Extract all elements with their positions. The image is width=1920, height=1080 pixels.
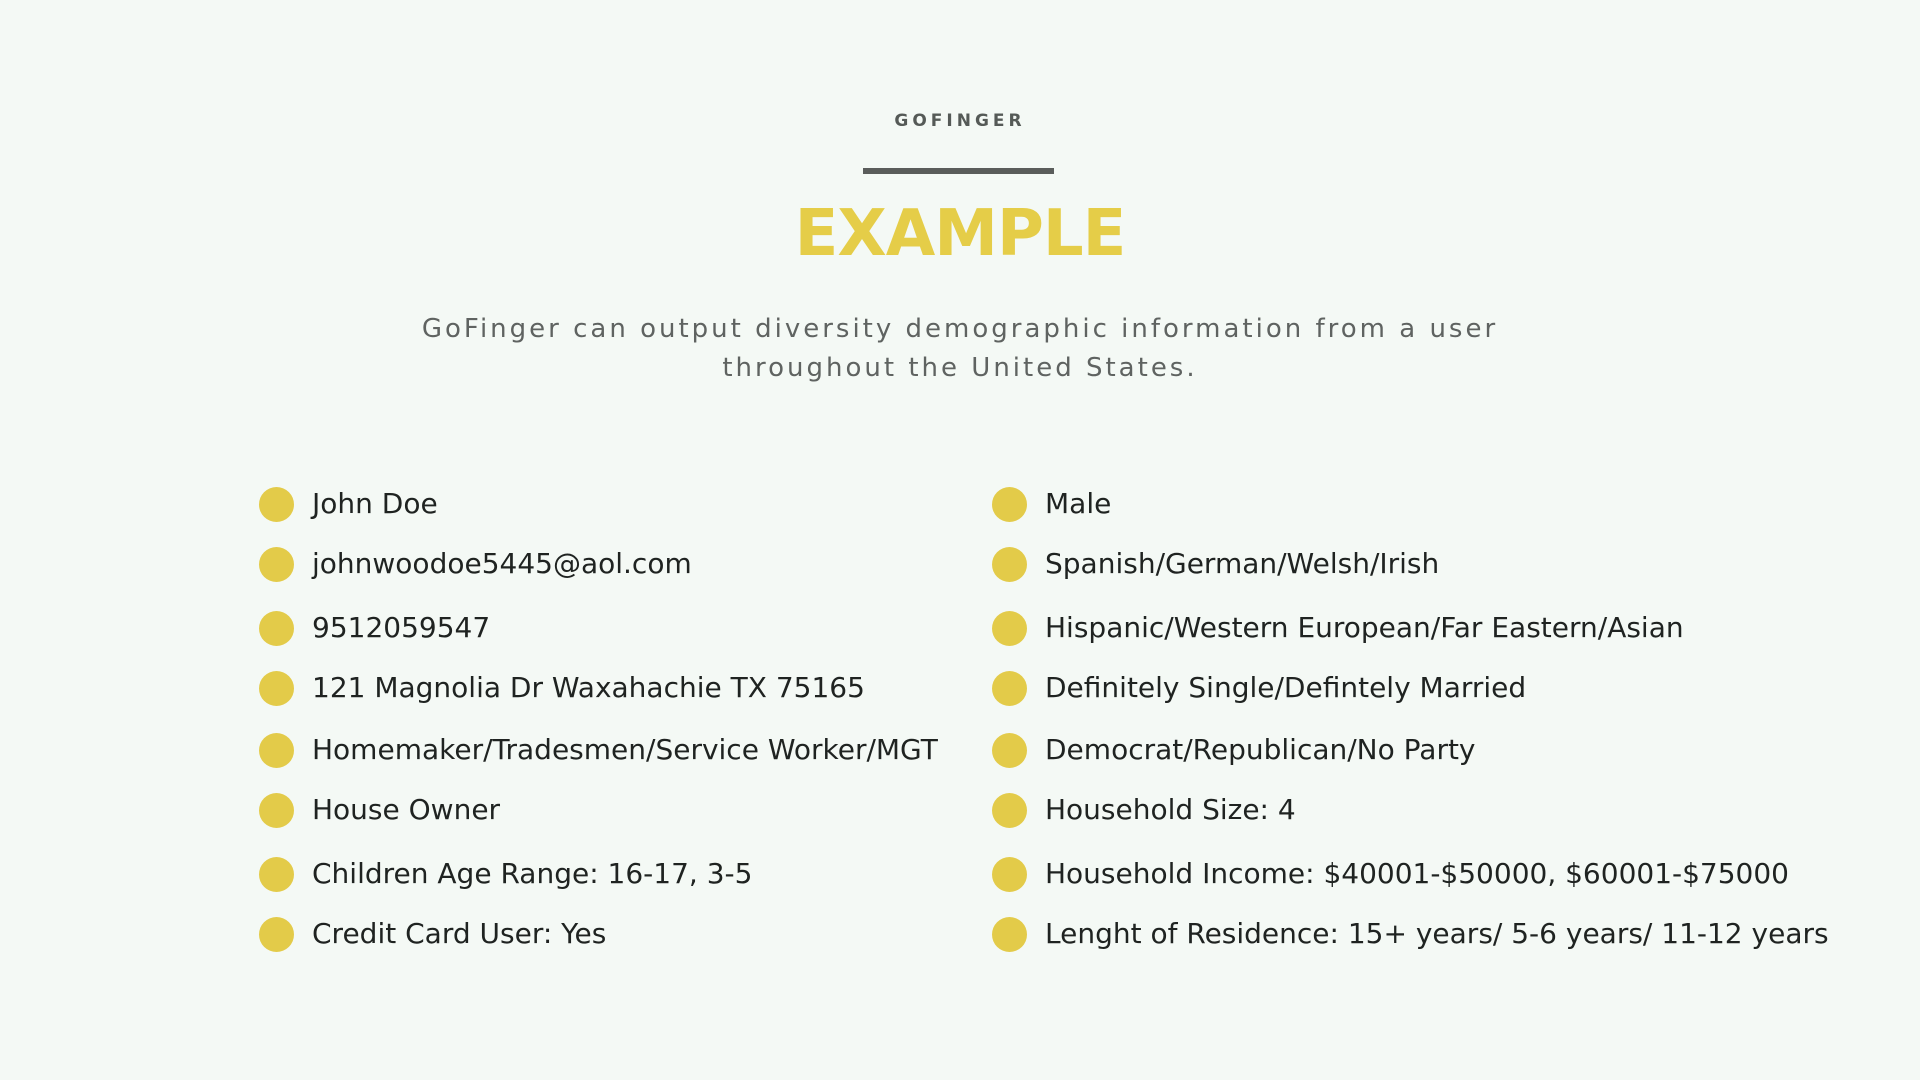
bullet-icon <box>992 547 1027 582</box>
brand-label: GOFINGER <box>894 111 1026 131</box>
item-label: 121 Magnolia Dr Waxahachie TX 75165 <box>312 671 865 704</box>
bullet-icon <box>259 857 294 892</box>
bullet-icon <box>992 917 1027 952</box>
item-label: Credit Card User: Yes <box>312 917 607 950</box>
item-label: Children Age Range: 16-17, 3-5 <box>312 857 753 890</box>
divider-rule <box>863 168 1054 174</box>
subtitle: GoFinger can output diversity demographic information from a user throughout the United States. <box>421 314 1499 383</box>
bullet-icon <box>259 611 294 646</box>
bullet-icon <box>992 611 1027 646</box>
item-label: johnwoodoe5445@aol.com <box>312 547 692 580</box>
item-label: Hispanic/Western European/Far Eastern/Asian <box>1045 611 1684 644</box>
item-label: Homemaker/Tradesmen/Service Worker/MGT <box>312 733 938 766</box>
item-label: House Owner <box>312 793 501 826</box>
bullet-icon <box>992 487 1027 522</box>
bullet-icon <box>992 857 1027 892</box>
bullet-icon <box>259 917 294 952</box>
page-title: EXAMPLE <box>794 197 1126 271</box>
item-label: Definitely Single/Defintely Married <box>1045 671 1527 704</box>
bullet-icon <box>992 793 1027 828</box>
bullet-icon <box>259 487 294 522</box>
item-label: Lenght of Residence: 15+ years/ 5-6 years/ 11-12 years <box>1045 917 1829 950</box>
item-label: Democrat/Republican/No Party <box>1045 733 1476 766</box>
bullet-icon <box>992 733 1027 768</box>
item-label: John Doe <box>312 487 438 520</box>
bullet-icon <box>259 793 294 828</box>
bullet-icon <box>259 547 294 582</box>
item-label: 9512059547 <box>312 611 491 644</box>
bullet-icon <box>259 671 294 706</box>
bullet-icon <box>992 671 1027 706</box>
item-label: Male <box>1045 487 1112 520</box>
item-label: Household Size: 4 <box>1045 793 1296 826</box>
item-label: Spanish/German/Welsh/Irish <box>1045 547 1440 580</box>
bullet-icon <box>259 733 294 768</box>
item-label: Household Income: $40001-$50000, $60001-$75000 <box>1045 857 1789 890</box>
